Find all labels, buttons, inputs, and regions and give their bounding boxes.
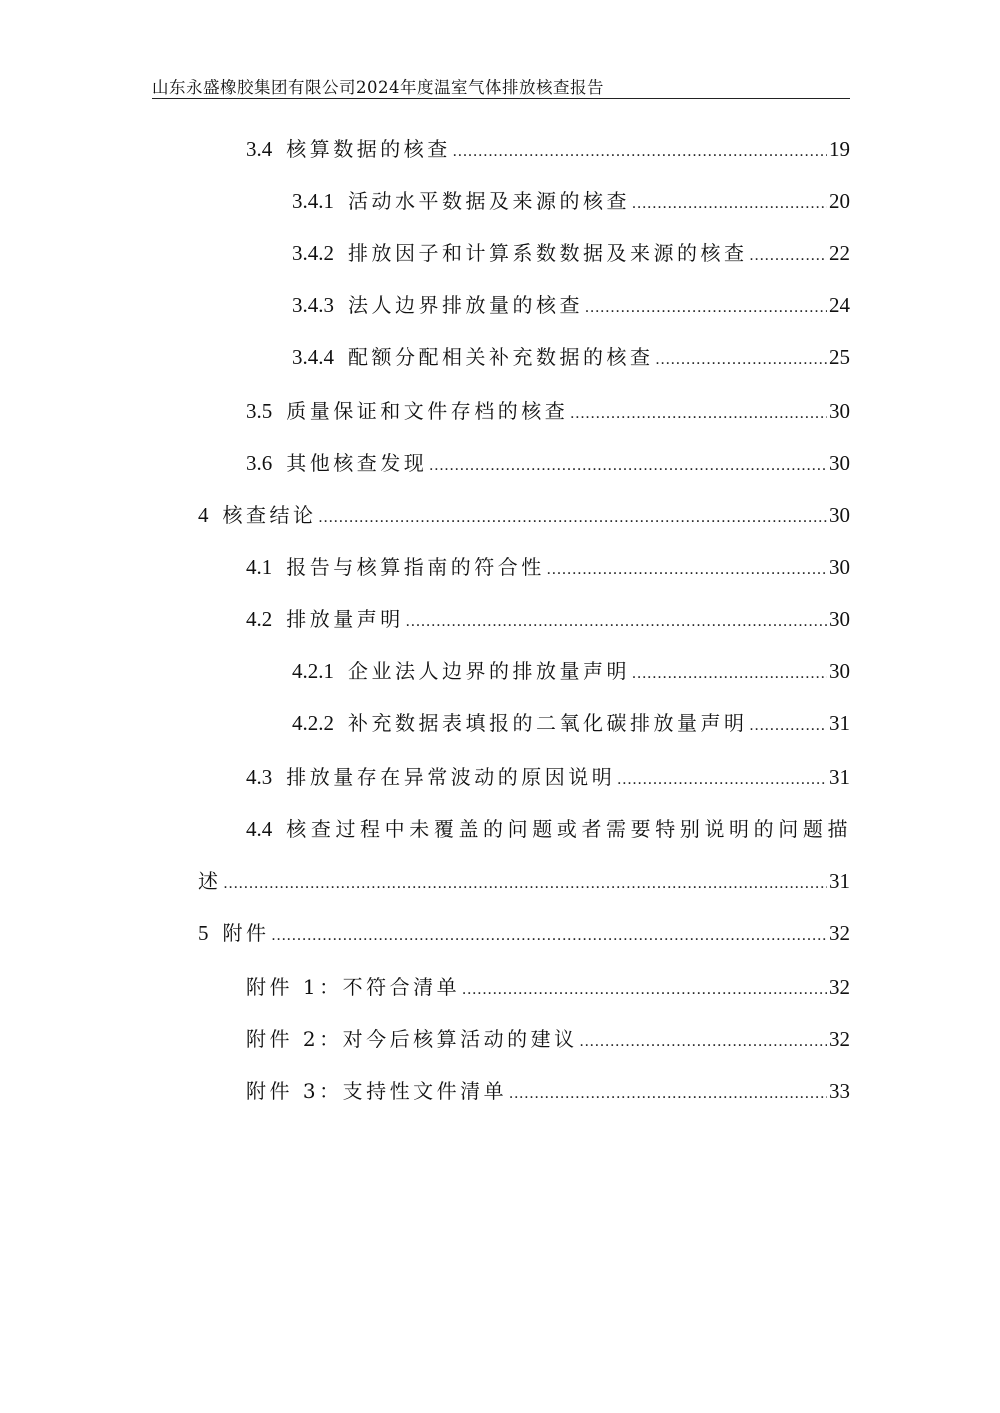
toc-page-number: 30 xyxy=(829,607,850,631)
toc-leader-dots xyxy=(750,246,828,266)
toc-number: 3.4.3 xyxy=(292,293,334,317)
toc-number: 4.2 xyxy=(246,607,273,631)
toc-page-number: 30 xyxy=(829,659,850,683)
toc-entry[interactable] xyxy=(246,1024,850,1052)
toc-page-number: 32 xyxy=(829,921,850,945)
toc-number: 3.5 xyxy=(246,399,273,423)
toc-title: 排放量存在异常波动的原因说明 xyxy=(286,765,616,789)
toc-entry[interactable] xyxy=(292,186,850,214)
toc-title: 核查过程中未覆盖的问题或者需要特别说明的问题描 xyxy=(286,817,853,841)
toc-entry[interactable] xyxy=(246,134,850,162)
toc-page-number: 19 xyxy=(829,137,850,161)
toc-title: 补充数据表填报的二氧化碳排放量声明 xyxy=(348,711,748,735)
toc-entry[interactable] xyxy=(292,342,850,370)
toc-number: 3.4 xyxy=(246,137,273,161)
toc-title: 核算数据的核查 xyxy=(286,137,451,161)
toc-leader-dots xyxy=(429,456,827,476)
toc-title: 质量保证和文件存档的核查 xyxy=(286,399,569,423)
toc-title: 附件 2：对今后核算活动的建议 xyxy=(246,1027,578,1051)
toc-page-number: 20 xyxy=(829,189,850,213)
toc-leader-dots xyxy=(617,770,827,790)
toc-leader-dots xyxy=(632,194,827,214)
toc-title: 活动水平数据及来源的核查 xyxy=(348,189,630,213)
toc-leader-dots xyxy=(547,560,827,580)
toc-entry[interactable] xyxy=(292,290,850,318)
toc-leader-dots xyxy=(224,874,828,894)
toc-leader-dots xyxy=(462,980,827,1000)
toc-entry[interactable] xyxy=(246,972,850,1000)
toc-page-number: 30 xyxy=(829,451,850,475)
toc-entry[interactable] xyxy=(246,396,850,424)
toc-number: 3.6 xyxy=(246,451,273,475)
toc-leader-dots xyxy=(453,142,827,162)
toc-entry[interactable] xyxy=(292,708,850,736)
toc-title: 法人边界排放量的核查 xyxy=(348,293,583,317)
toc-number: 4.1 xyxy=(246,555,273,579)
toc-page-number: 30 xyxy=(829,555,850,579)
toc-number: 5 xyxy=(198,921,209,945)
toc-leader-dots xyxy=(406,612,827,632)
toc-leader-dots xyxy=(656,350,828,370)
toc-leader-dots xyxy=(585,298,827,318)
toc-leader-dots xyxy=(570,404,827,424)
toc-entry[interactable] xyxy=(246,448,850,476)
toc-entry[interactable] xyxy=(292,656,850,684)
toc-leader-dots xyxy=(750,716,828,736)
toc-entry[interactable] xyxy=(292,238,850,266)
toc-entry[interactable] xyxy=(246,604,850,632)
toc-entry[interactable] xyxy=(198,918,850,946)
toc-leader-dots xyxy=(272,926,828,946)
toc-title: 企业法人边界的排放量声明 xyxy=(348,659,630,683)
toc-entry[interactable] xyxy=(246,552,850,580)
toc-number: 3.4.2 xyxy=(292,241,334,265)
toc-title: 其他核查发现 xyxy=(286,451,428,475)
toc-page-number: 31 xyxy=(829,869,850,893)
toc-page-number: 24 xyxy=(829,293,850,317)
toc-page-number: 32 xyxy=(829,1027,850,1051)
toc-title: 附件 3：支持性文件清单 xyxy=(246,1079,508,1103)
toc-title: 附件 1：不符合清单 xyxy=(246,975,461,999)
toc-title: 附件 xyxy=(222,921,270,945)
toc-title: 排放因子和计算系数数据及来源的核查 xyxy=(348,241,748,265)
toc-leader-dots xyxy=(580,1032,827,1052)
toc-page-number: 25 xyxy=(829,345,850,369)
toc-entry[interactable] xyxy=(246,814,853,842)
toc-title: 述 xyxy=(198,869,222,893)
toc-entry[interactable] xyxy=(198,500,850,528)
toc-entry-continuation[interactable] xyxy=(198,866,850,894)
page-header: 山东永盛橡胶集团有限公司2024年度温室气体排放核查报告 xyxy=(152,78,604,97)
toc-page-number: 31 xyxy=(829,765,850,789)
toc-leader-dots xyxy=(319,508,828,528)
toc-number: 3.4.1 xyxy=(292,189,334,213)
toc-entry[interactable] xyxy=(246,762,850,790)
toc-number: 4.2.2 xyxy=(292,711,334,735)
toc-number: 4.4 xyxy=(246,817,273,841)
toc-title: 核查结论 xyxy=(222,503,317,527)
toc-number: 4.3 xyxy=(246,765,273,789)
toc-page-number: 30 xyxy=(829,399,850,423)
toc-number: 3.4.4 xyxy=(292,345,334,369)
toc-leader-dots xyxy=(509,1084,827,1104)
toc-title: 配额分配相关补充数据的核查 xyxy=(348,345,654,369)
toc-number: 4.2.1 xyxy=(292,659,334,683)
toc-page-number: 32 xyxy=(829,975,850,999)
toc-title: 排放量声明 xyxy=(286,607,404,631)
toc-page-number: 31 xyxy=(829,711,850,735)
toc-page-number: 33 xyxy=(829,1079,850,1103)
toc-number: 4 xyxy=(198,503,209,527)
toc-title: 报告与核算指南的符合性 xyxy=(286,555,545,579)
toc-leader-dots xyxy=(632,664,827,684)
toc-page-number: 30 xyxy=(829,503,850,527)
toc-entry[interactable] xyxy=(246,1076,850,1104)
toc-page-number: 22 xyxy=(829,241,850,265)
